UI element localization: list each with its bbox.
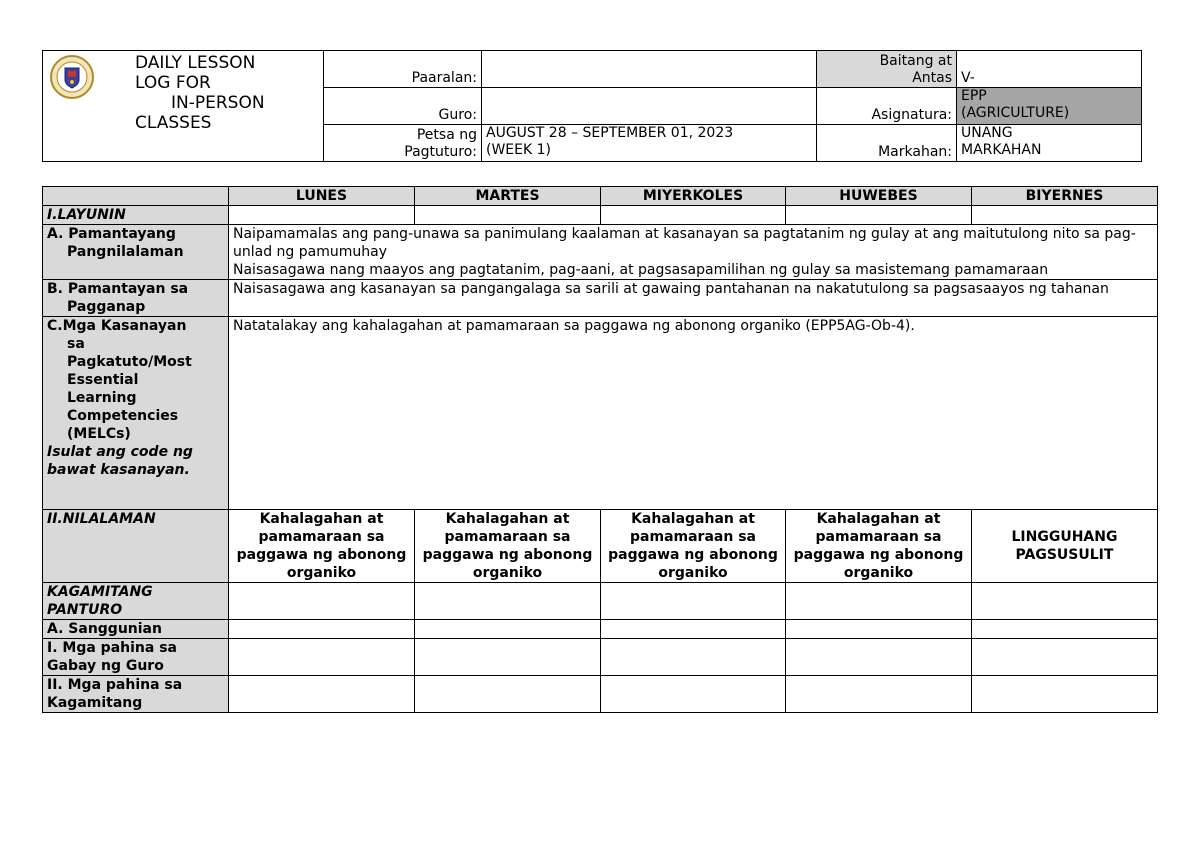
row-label-kagamitan-pages: [43, 676, 229, 713]
subject-value-line: (AGRICULTURE): [961, 105, 1070, 121]
table-cell[interactable]: [415, 639, 601, 676]
table-cell[interactable]: [972, 583, 1158, 620]
row-label-line: II. Mga pahina sa: [47, 677, 183, 693]
content-cell[interactable]: Kahalagahan at pamamaraan sa paggawa ng abonong organiko: [601, 510, 786, 583]
content-cell[interactable]: Kahalagahan at pamamaraan sa paggawa ng abonong organiko: [229, 510, 415, 583]
lesson-log-table: [42, 186, 1158, 713]
grade-label-line: Antas: [912, 70, 952, 86]
row-label-guro-pages: [43, 639, 229, 676]
row-label-line: Pagganap: [67, 299, 146, 315]
date-label-line: Pagtuturo:: [404, 144, 477, 160]
school-label: Paaralan:: [324, 51, 482, 88]
row-label-line: Essential: [67, 372, 139, 388]
content-standard-text[interactable]: [229, 225, 1158, 280]
subject-value[interactable]: [957, 88, 1142, 125]
document-title: [135, 53, 324, 133]
row-label-melcs: [43, 317, 229, 510]
row-label-line: sa: [67, 336, 85, 352]
teacher-label: Guro:: [324, 88, 482, 125]
date-value[interactable]: [482, 125, 817, 162]
table-row: [43, 583, 1158, 620]
table-cell[interactable]: [972, 206, 1158, 225]
weekly-test-line: PAGSUSULIT: [1015, 547, 1114, 563]
performance-standard-text[interactable]: Naisasagawa ang kasanayan sa pangangalaga sa sarili at gawaing pantahanan na nakatutulong sa pagsasaayos ng tahanan: [229, 280, 1158, 317]
table-cell[interactable]: [786, 206, 972, 225]
table-cell[interactable]: [601, 639, 786, 676]
row-label-line: Competencies: [67, 408, 179, 424]
day-header: MIYERKOLES: [601, 187, 786, 206]
table-cell[interactable]: [972, 620, 1158, 639]
table-row: [43, 620, 1158, 639]
table-row: [43, 676, 1158, 713]
row-label-note: Isulat ang code ng bawat kasanayan.: [47, 444, 193, 478]
row-label-line: B. Pamantayan sa: [47, 281, 189, 297]
row-label-line: Pagkatuto/Most: [67, 354, 192, 370]
table-cell[interactable]: [786, 620, 972, 639]
table-cell[interactable]: [229, 583, 415, 620]
date-value-line: AUGUST 28 – SEPTEMBER 01, 2023: [486, 125, 734, 141]
table-row: [43, 225, 1158, 280]
date-label: [324, 125, 482, 162]
table-row: [43, 317, 1158, 510]
corner-cell: [43, 187, 229, 206]
table-cell[interactable]: [229, 676, 415, 713]
content-cell[interactable]: Kahalagahan at pamamaraan sa paggawa ng abonong organiko: [786, 510, 972, 583]
melcs-text[interactable]: Natatalakay ang kahalagahan at pamamaraan sa paggawa ng abonong organiko (EPP5AG-Ob-4).: [229, 317, 1158, 510]
title-line: IN-PERSON: [171, 93, 265, 113]
table-cell[interactable]: [786, 676, 972, 713]
days-header-row: [43, 187, 1158, 206]
row-label-line: Gabay ng Guro: [47, 658, 164, 674]
row-label-line: KAGAMITANG: [47, 584, 153, 600]
table-cell[interactable]: [601, 620, 786, 639]
title-line: LOG FOR: [135, 73, 211, 93]
table-cell[interactable]: [415, 620, 601, 639]
table-row: [43, 510, 1158, 583]
subject-label: Asignatura:: [817, 88, 957, 125]
title-line: CLASSES: [135, 113, 212, 133]
quarter-value-line: MARKAHAN: [961, 142, 1042, 158]
weekly-test-line: LINGGUHANG: [1011, 529, 1118, 545]
school-value[interactable]: [482, 51, 817, 88]
day-header: BIYERNES: [972, 187, 1158, 206]
table-cell[interactable]: [972, 639, 1158, 676]
table-row: [43, 280, 1158, 317]
section-kagamitan: [43, 583, 229, 620]
table-cell[interactable]: [229, 206, 415, 225]
row-label-performance-standard: [43, 280, 229, 317]
quarter-label: Markahan:: [817, 125, 957, 162]
row-label-line: A. Pamantayang: [47, 226, 176, 242]
row-label-line: Pangnilalaman: [67, 244, 184, 260]
grade-value[interactable]: V-: [957, 51, 1142, 88]
section-layunin: I.LAYUNIN: [43, 206, 229, 225]
deped-seal-logo: [49, 54, 95, 100]
content-cell[interactable]: Kahalagahan at pamamaraan sa paggawa ng abonong organiko: [415, 510, 601, 583]
table-cell[interactable]: [229, 639, 415, 676]
row-label-line: Learning: [67, 390, 137, 406]
table-cell[interactable]: [415, 583, 601, 620]
quarter-value[interactable]: [957, 125, 1142, 162]
table-cell[interactable]: [786, 639, 972, 676]
table-cell[interactable]: [786, 583, 972, 620]
row-label-line: (MELCs): [67, 426, 131, 442]
header-table: [42, 50, 1142, 162]
table-row: [43, 206, 1158, 225]
row-label-line: I. Mga pahina sa: [47, 640, 177, 656]
table-cell[interactable]: [601, 676, 786, 713]
paragraph: Naisasagawa nang maayos ang pagtatanim, pag-aani, at pagsasapamilihan ng gulay sa masistemang pamamaraan: [233, 262, 1049, 278]
row-label-line: C.Mga Kasanayan: [47, 318, 187, 334]
section-nilalaman: II.NILALAMAN: [43, 510, 229, 583]
grade-label-line: Baitang at: [879, 53, 952, 69]
date-value-line: (WEEK 1): [486, 142, 551, 158]
grade-label: [817, 51, 957, 88]
row-label-line: Kagamitang: [47, 695, 143, 711]
paragraph: Naipamamalas ang pang-unawa sa panimulang kaalaman at kasanayan sa pagtatanim ng gulay at ang maitutulong nito sa pag-unlad ng pamumuhay: [233, 226, 1136, 260]
day-header: HUWEBES: [786, 187, 972, 206]
date-label-line: Petsa ng: [416, 127, 477, 143]
weekly-test-cell[interactable]: [972, 510, 1158, 583]
day-header: LUNES: [229, 187, 415, 206]
row-label-sanggunian: A. Sanggunian: [43, 620, 229, 639]
table-cell[interactable]: [415, 206, 601, 225]
table-cell[interactable]: [601, 583, 786, 620]
table-row: [43, 639, 1158, 676]
table-cell[interactable]: [229, 620, 415, 639]
quarter-value-line: UNANG: [961, 125, 1013, 141]
table-cell[interactable]: [972, 676, 1158, 713]
subject-value-line: EPP: [961, 88, 987, 104]
day-header: MARTES: [415, 187, 601, 206]
table-cell[interactable]: [601, 206, 786, 225]
row-label-line: PANTURO: [47, 602, 123, 618]
teacher-value[interactable]: [482, 88, 817, 125]
table-cell[interactable]: [415, 676, 601, 713]
title-block: [43, 51, 324, 162]
row-label-content-standard: [43, 225, 229, 280]
title-line: DAILY LESSON: [135, 53, 256, 73]
